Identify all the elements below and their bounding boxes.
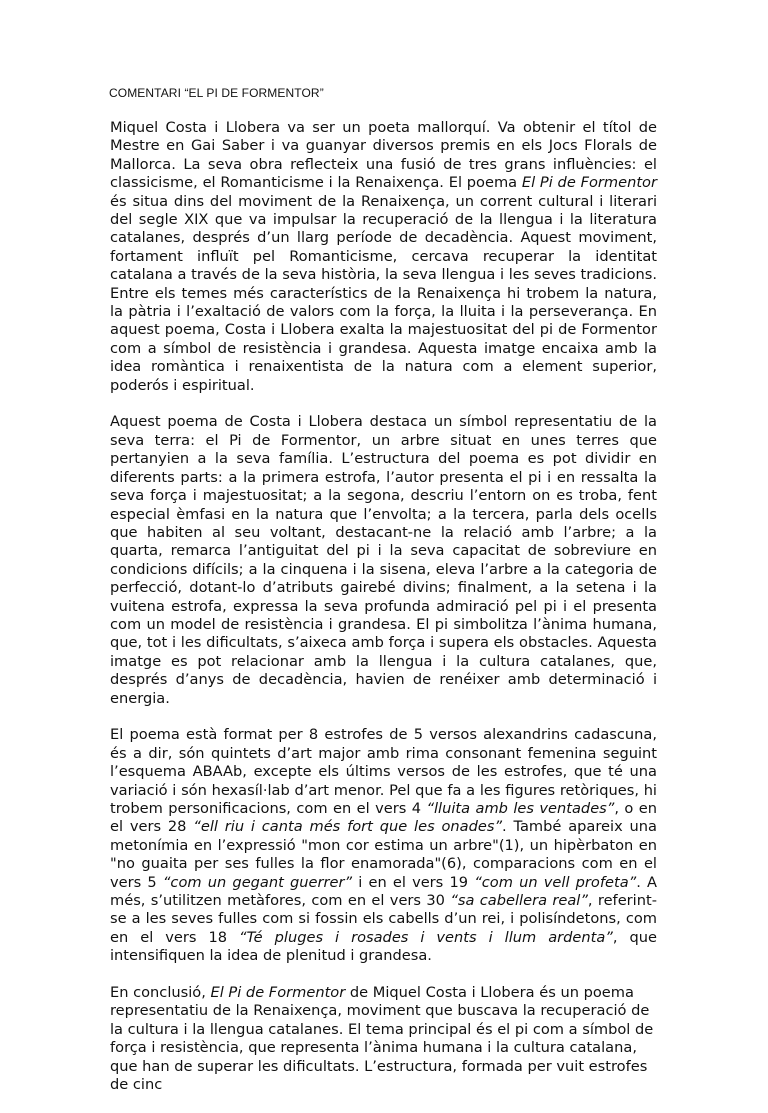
italic-text: El Pi de Formentor <box>210 984 346 1002</box>
text-segment: , referint-se a les seves fulles com si fossin els cabells d’un rei, i polisíndetons, com en el vers 18 <box>110 892 657 946</box>
italic-text: “Té pluges i rosades i vents i llum ardenta” <box>239 928 613 946</box>
text-segment: , o en el vers 28 <box>110 800 657 836</box>
text-segment: En conclusió, <box>110 984 211 1002</box>
text-segment: . A més, s’utilitzen metàfores, com en el vers 30 <box>110 873 657 910</box>
italic-text: “lluita amb les ventades” <box>426 800 615 817</box>
paragraph-2 <box>110 413 657 708</box>
italic-text: “com un vell profeta” <box>474 873 637 891</box>
italic-text: El Pi de Formentor <box>521 174 657 192</box>
text-segment: de Miquel Costa i Llobera és un poema representatiu de la Renaixença, moviment que buscava la recuperació de la cultura i la llengua catalanes. El tema principal és el pi com a símbol de força i resistència, que representa l’ànima humana i la cultura catalana, que han de superar les dificultats. L’estructura, formada per vuit estrofes de cinc <box>110 984 654 1094</box>
italic-text: “sa cabellera real” <box>450 892 588 910</box>
text-segment: , que intensifiquen la idea de plenitud i grandesa. <box>110 928 657 965</box>
document-body <box>110 119 657 1113</box>
text-segment: Miquel Costa i Llobera va ser un poeta mallorquí. Va obtenir el títol de Mestre en Gai Saber i va guanyar diversos premis en els Jocs Florals de Mallorca. La seva obra reflecteix una fusió de tres grans influències: el classicisme, el Romanticisme i la Renaixença. El poema <box>110 119 657 192</box>
text-segment: Aquest poema de Costa i Llobera destaca un símbol representatiu de la seva terra: el Pi de Formentor, un arbre situat en unes terres que pertanyien a la seva família. L’estructura del poema es pot dividir en diferents parts: a la primera estrofa, l’autor presenta el pi i en ressalta la seva força i majestuositat; a la segona, descriu l’entorn on es troba, fent especial èmfasi en la natura que l’envolta; a la tercera, parla dels ocells que habiten al seu voltant, destacant-ne la relació amb l’arbre; a la quarta, remarca l’antiguitat del pi i la seva capacitat de sobreviure en condicions difícils; a la cinquena i la sisena, eleva l’arbre a la categoria de perfecció, dotant-lo d’atributs gairebé divins; finalment, a la setena i la vuitena estrofa, expressa la seva profunda admiració pel pi i el presenta com un model de resistència i grandesa. El pi simbolitza l’ànima humana, que, tot i les dificultats, s’aixeca amb força i supera els obstacles. Aquesta imatge es pot relacionar amb la llengua i la cultura catalanes, que, després d’anys de decadència, havien de renéixer amb determinació i energia. <box>110 413 657 707</box>
paragraph-1 <box>110 119 657 395</box>
text-segment: El poema està format per 8 estrofes de 5 versos alexandrins cadascuna, és a dir, són quintets d’art major amb rima consonant femenina seguint l’esquema ABAAb, excepte els últims versos de les estrofes, que té una variació i són hexasíl·lab d’art menor. Pel que fa a les figures retòriques, hi trobem personificacions, com en el vers 4 <box>110 726 657 817</box>
paragraph-3 <box>110 726 657 965</box>
text-segment: i en el vers 19 <box>352 873 475 891</box>
text-segment: és situa dins del moviment de la Renaixença, un corrent cultural i literari del segle XIX que va impulsar la recuperació de la llengua i la literatura catalanes, després d’un llarg període de decadència. Aquest moviment, fortament influït pel Romanticisme, cercava recuperar la identitat catalana a través de la seva història, la seva llengua i les seves tradicions. Entre els temes més característics de la Renaixença hi trobem la natura, la pàtria i l’exaltació de valors com la força, la lluita i la perseverança. En aquest poema, Costa i Llobera exalta la majestuositat del pi de Formentor com a símbol de resistència i grandesa. Aquesta imatge encaixa amb la idea romàntica i renaixentista de la natura com a element superior, poderós i espiritual. <box>110 192 657 394</box>
paragraph-4 <box>110 984 657 1094</box>
italic-text: “ell riu i canta més fort que les onades” <box>193 818 503 836</box>
italic-text: “com un gegant guerrer” <box>162 873 353 891</box>
text-segment: . També apareix una metonímia en l’expressió "mon cor estima un arbre"(1), un hipèrbaton en "no guaita per ses fulles la flor enamorada"(6), comparacions com en el vers 5 <box>110 818 657 891</box>
document-title: COMENTARI “EL PI DE FORMENTOR” <box>109 86 324 100</box>
